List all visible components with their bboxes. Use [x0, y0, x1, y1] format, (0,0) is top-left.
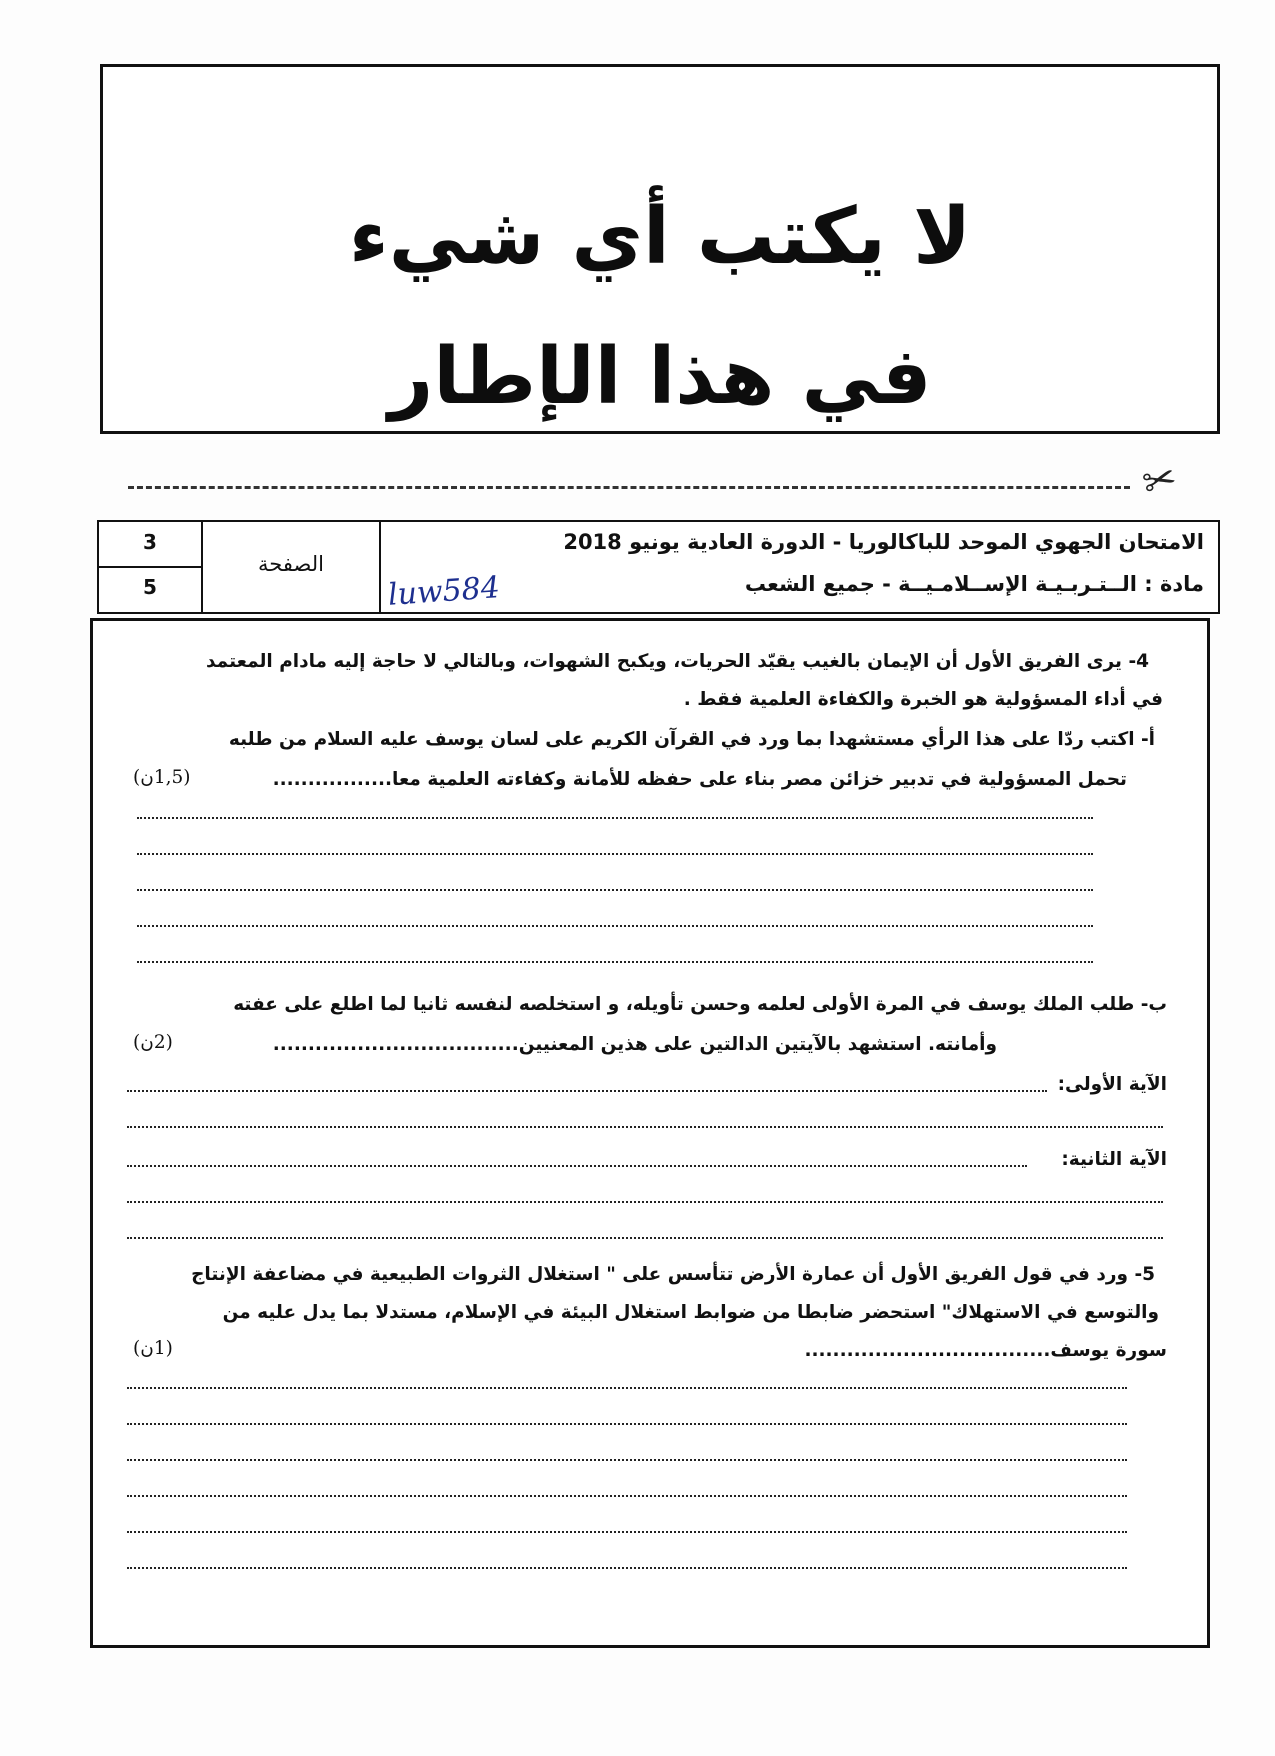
page-label: الصفحة	[203, 522, 381, 612]
answer-line[interactable]	[127, 1237, 1163, 1239]
verse-1-line[interactable]	[127, 1090, 1047, 1092]
handwritten-code: luw584	[386, 570, 501, 613]
answer-line[interactable]	[127, 1387, 1127, 1389]
q4-intro-line-1: 4- يرى الفريق الأول أن الإيمان بالغيب يقيّد الحريات، ويكبح الشهوات، وبالتالي لا حاجة إليه مادام المعتمد	[205, 651, 1149, 672]
answer-line[interactable]	[137, 925, 1093, 927]
total-pages: 5	[143, 575, 157, 599]
answer-line[interactable]	[127, 1567, 1127, 1569]
q5-line-3: سورة يوسف...................................	[804, 1340, 1167, 1361]
no-write-line-2: في هذا الإطار	[388, 332, 932, 422]
answer-line[interactable]	[137, 817, 1093, 819]
q5-line-2: والتوسع في الاستهلاك" استحضر ضابطا من ضوابط استغلال البيئة في الإسلام، مستدلا بما يدل عليه من	[222, 1302, 1159, 1323]
answer-line[interactable]	[137, 853, 1093, 855]
scissors-icon: ✂	[1137, 454, 1182, 508]
answer-line[interactable]	[137, 961, 1093, 963]
answer-sheet-frame	[90, 618, 1210, 1648]
answer-line[interactable]	[127, 1459, 1127, 1461]
q4-intro-line-2: في أداء المسؤولية هو الخبرة والكفاءة العلمية فقط .	[683, 689, 1163, 710]
no-write-line-1: لا يكتب أي شيء	[348, 192, 972, 282]
answer-line[interactable]	[127, 1126, 1163, 1128]
no-write-box	[100, 64, 1220, 434]
verse-2-label: الآية الثانية:	[1061, 1149, 1167, 1170]
exam-info-cell	[381, 522, 1218, 612]
q4a-line-2: تحمل المسؤولية في تدبير خزائن مصر بناء على حفظه للأمانة وكفاءته العلمية معا.................	[272, 769, 1127, 790]
answer-line[interactable]	[127, 1423, 1127, 1425]
exam-header-table	[97, 520, 1220, 614]
q4b-line-2: وأمانته. استشهد بالآيتين الدالتين على هذين المعنيين...................................	[272, 1034, 997, 1055]
verse-1-label: الآية الأولى:	[1057, 1074, 1167, 1095]
answer-line[interactable]	[127, 1495, 1127, 1497]
cut-line	[128, 486, 1130, 489]
q4b-marks: (2ن)	[133, 1032, 173, 1053]
q5-line-1: 5- ورد في قول الفريق الأول أن عمارة الأرض تتأسس على " استغلال الثروات الطبيعية في مضاعفة الإنتاج	[191, 1264, 1155, 1285]
exam-title: الامتحان الجهوي الموحد للباكالوريا - الدورة العادية يونيو 2018	[563, 530, 1204, 554]
q4a-marks: (1,5ن)	[133, 767, 191, 788]
q4a-line-1: أ- اكتب ردّا على هذا الرأي مستشهدا بما ورد في القرآن الكريم على لسان يوسف عليه السلام من طلبه	[228, 729, 1155, 750]
answer-line[interactable]	[137, 889, 1093, 891]
page-number: 3	[143, 530, 157, 554]
q4b-line-1: ب- طلب الملك يوسف في المرة الأولى لعلمه وحسن تأويله، و استخلصه لنفسه ثانيا لما اطلع على عفته	[233, 994, 1167, 1015]
q5-marks: (1ن)	[133, 1338, 173, 1359]
answer-line[interactable]	[127, 1531, 1127, 1533]
answer-line[interactable]	[127, 1201, 1163, 1203]
verse-2-line[interactable]	[127, 1165, 1027, 1167]
page-count-cell	[99, 522, 203, 612]
subject-line: مادة : الــتـربـيـة الإســلامـيــة - جميع الشعب	[744, 572, 1204, 596]
